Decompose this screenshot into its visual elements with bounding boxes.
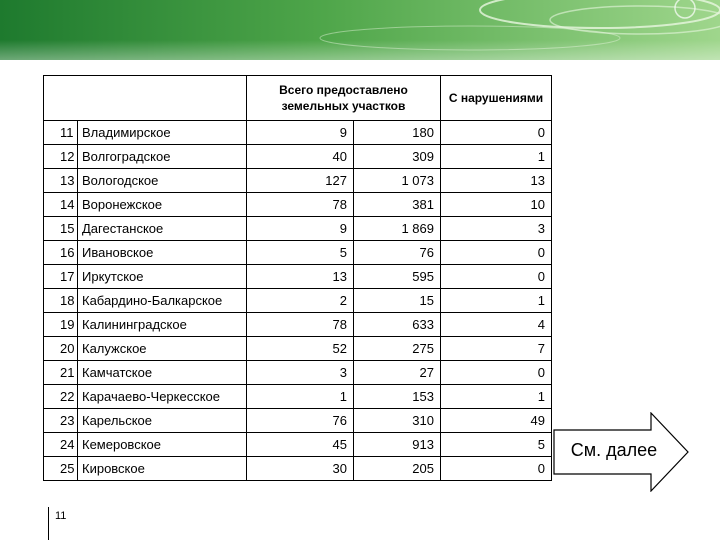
area-value: 153 (354, 385, 441, 409)
header-empty-cell (44, 76, 247, 121)
area-value: 205 (354, 457, 441, 481)
total-plots: 52 (247, 337, 354, 361)
total-plots: 45 (247, 433, 354, 457)
row-number: 19 (44, 313, 78, 337)
area-value: 275 (354, 337, 441, 361)
violations-count: 1 (441, 385, 552, 409)
violations-count: 1 (441, 145, 552, 169)
table-row (44, 145, 552, 169)
violations-count: 0 (441, 265, 552, 289)
area-value: 633 (354, 313, 441, 337)
region-name: Волгоградское (78, 145, 247, 169)
total-plots: 30 (247, 457, 354, 481)
region-name: Кемеровское (78, 433, 247, 457)
violations-count: 49 (441, 409, 552, 433)
table-row (44, 409, 552, 433)
table-row (44, 121, 552, 145)
area-value: 1 869 (354, 217, 441, 241)
region-name: Дагестанское (78, 217, 247, 241)
row-number: 11 (44, 121, 78, 145)
region-name: Карачаево-Черкесское (78, 385, 247, 409)
row-number: 23 (44, 409, 78, 433)
total-plots: 78 (247, 193, 354, 217)
area-value: 27 (354, 361, 441, 385)
row-number: 15 (44, 217, 78, 241)
row-number: 25 (44, 457, 78, 481)
area-value: 595 (354, 265, 441, 289)
violations-count: 3 (441, 217, 552, 241)
total-plots: 9 (247, 217, 354, 241)
header-violations-label: С нарушениями (448, 91, 544, 105)
land-plots-table (43, 75, 552, 481)
header-violations-cell (441, 76, 552, 121)
table-row (44, 457, 552, 481)
area-value: 1 073 (354, 169, 441, 193)
table-row (44, 385, 552, 409)
area-value: 76 (354, 241, 441, 265)
row-number: 12 (44, 145, 78, 169)
row-number: 24 (44, 433, 78, 457)
region-name: Кабардино-Балкарское (78, 289, 247, 313)
region-name: Калининградское (78, 313, 247, 337)
row-number: 17 (44, 265, 78, 289)
next-button-label[interactable]: См. далее (570, 440, 658, 460)
region-name: Камчатское (78, 361, 247, 385)
area-value: 913 (354, 433, 441, 457)
region-name: Ивановское (78, 241, 247, 265)
total-plots: 2 (247, 289, 354, 313)
page-number: 11 (48, 507, 66, 540)
violations-count: 1 (441, 289, 552, 313)
region-name: Карельское (78, 409, 247, 433)
row-number: 16 (44, 241, 78, 265)
row-number: 13 (44, 169, 78, 193)
header-banner (0, 0, 720, 60)
header-total-cell (247, 76, 441, 121)
total-plots: 76 (247, 409, 354, 433)
area-value: 381 (354, 193, 441, 217)
row-number: 21 (44, 361, 78, 385)
row-number: 20 (44, 337, 78, 361)
table-row (44, 217, 552, 241)
row-number: 18 (44, 289, 78, 313)
violations-count: 0 (441, 457, 552, 481)
region-name: Владимирское (78, 121, 247, 145)
row-number: 14 (44, 193, 78, 217)
area-value: 309 (354, 145, 441, 169)
region-name: Кировское (78, 457, 247, 481)
table-row (44, 337, 552, 361)
table-row (44, 193, 552, 217)
area-value: 15 (354, 289, 441, 313)
table-row (44, 433, 552, 457)
table-row (44, 265, 552, 289)
total-plots: 13 (247, 265, 354, 289)
table-row (44, 361, 552, 385)
total-plots: 78 (247, 313, 354, 337)
total-plots: 3 (247, 361, 354, 385)
area-value: 180 (354, 121, 441, 145)
violations-count: 7 (441, 337, 552, 361)
region-name: Вологодское (78, 169, 247, 193)
violations-count: 10 (441, 193, 552, 217)
violations-count: 0 (441, 241, 552, 265)
violations-count: 5 (441, 433, 552, 457)
total-plots: 9 (247, 121, 354, 145)
table-row (44, 169, 552, 193)
total-plots: 5 (247, 241, 354, 265)
area-value: 310 (354, 409, 441, 433)
total-plots: 1 (247, 385, 354, 409)
banner-graphic (0, 0, 720, 60)
row-number: 22 (44, 385, 78, 409)
table-row (44, 241, 552, 265)
header-total-label: Всего предоставлено земельных участков (279, 83, 408, 113)
region-name: Иркутское (78, 265, 247, 289)
total-plots: 40 (247, 145, 354, 169)
violations-count: 0 (441, 121, 552, 145)
violations-count: 4 (441, 313, 552, 337)
region-name: Воронежское (78, 193, 247, 217)
table-row (44, 313, 552, 337)
table-header-row (44, 76, 552, 121)
region-name: Калужское (78, 337, 247, 361)
violations-count: 0 (441, 361, 552, 385)
table-row (44, 289, 552, 313)
violations-count: 13 (441, 169, 552, 193)
total-plots: 127 (247, 169, 354, 193)
